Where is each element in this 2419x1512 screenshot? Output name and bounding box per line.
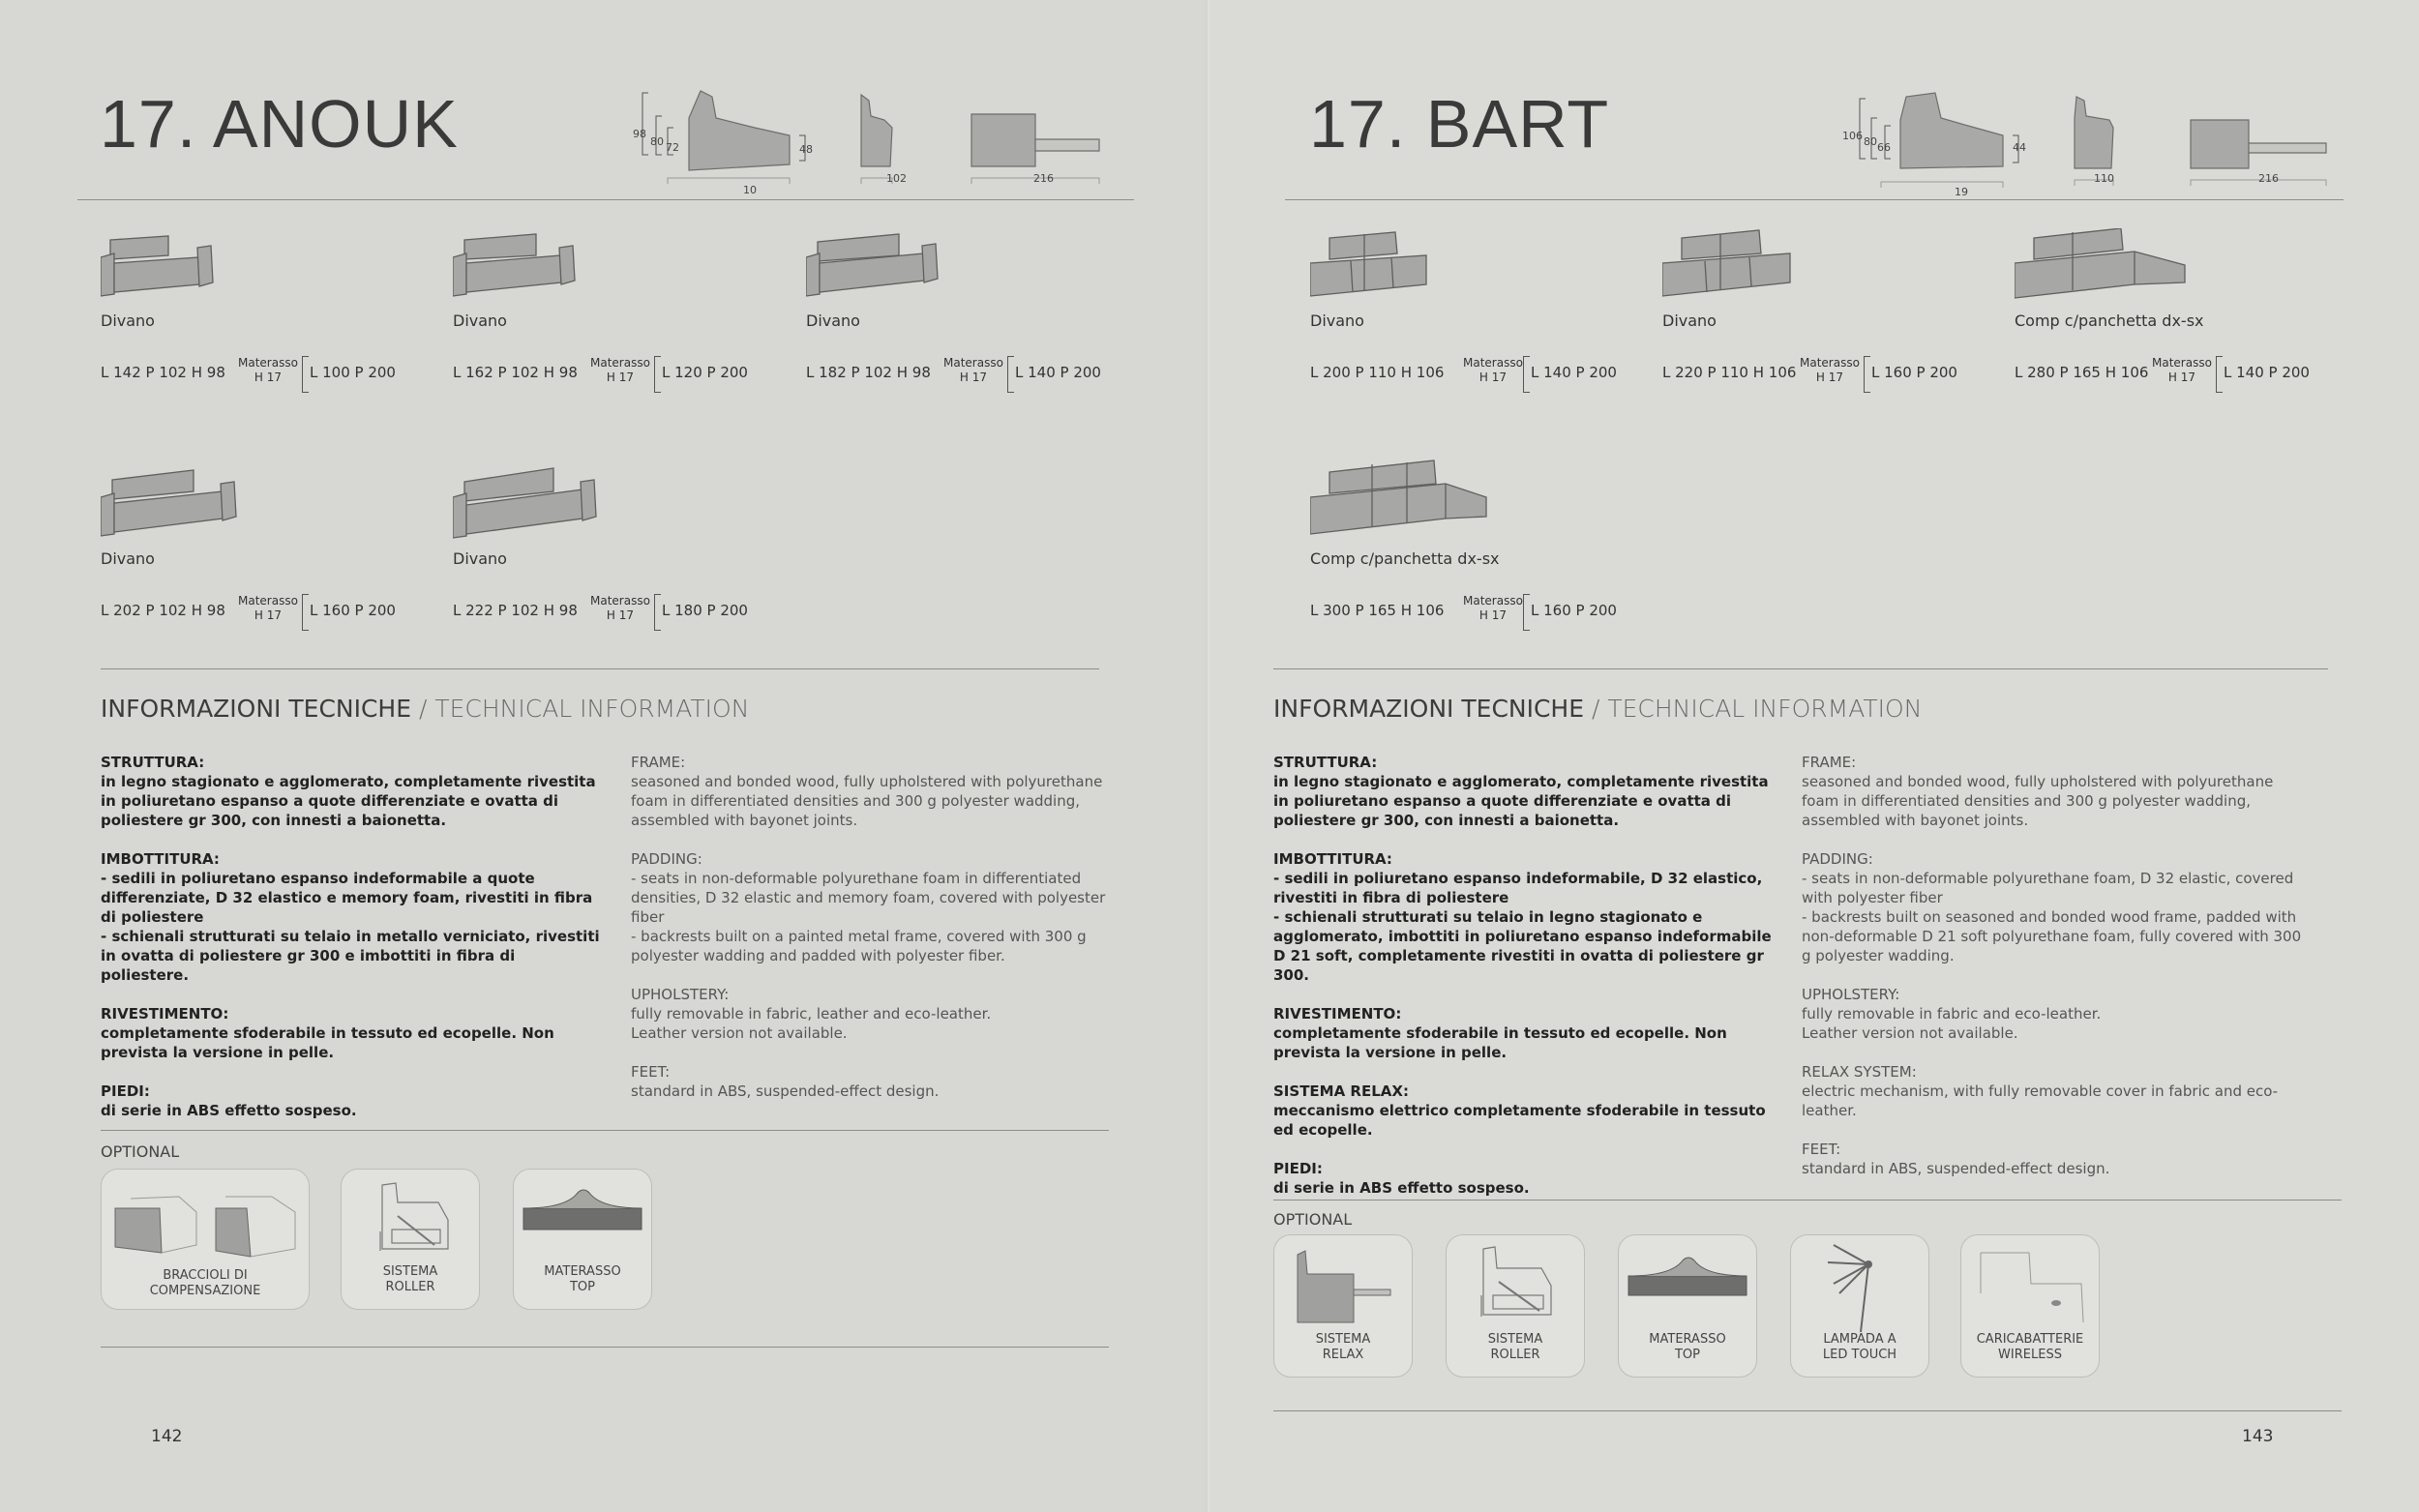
model-dims: L 222 P 102 H 98 [453,602,578,619]
roller-system-icon [1447,1235,1584,1332]
model-label: Comp c/panchetta dx-sx [2015,311,2204,330]
optional-tile [341,1169,480,1310]
dim-depth: 102 [886,172,907,185]
dim-base: 19 [1955,186,1968,198]
mattress-dims: L 140 P 200 [1531,364,1617,381]
tech-block: FEET: standard in ABS, suspended-effect design. [1802,1141,2110,1177]
mattress-bracket [302,594,309,631]
optional-tile [1790,1234,1929,1378]
mattress-top-icon [1619,1235,1756,1332]
tech-block: FEET: standard in ABS, suspended-effect design. [631,1063,940,1100]
model-dims: L 300 P 165 H 106 [1310,602,1445,619]
section-rule [1273,1200,2342,1201]
tech-block: PIEDI: di serie in ABS effetto sospeso. [101,1082,357,1119]
header-rule [1285,199,2344,200]
optional-caption: LAMPADA A LED TOUCH [1822,1332,1897,1362]
page-right [1210,0,2419,1512]
optional-tile [513,1169,652,1310]
mattress-bracket [654,594,661,631]
tech-block: FRAME: seasoned and bonded wood, fully upholstered with polyurethane foam in differentiated densities and 300 g polyester wadding, assembled with bayonet joints. [1802,754,2274,829]
dim-open-depth: 216 [1033,172,1054,185]
section-rule [1273,668,2328,669]
dim-height: 98 [633,128,646,140]
tech-block: UPHOLSTERY: fully removable in fabric and eco-leather. Leather version not available. [1802,986,2102,1042]
tech-block: RELAX SYSTEM: electric mechanism, with fully removable cover in fabric and eco-leather. [1802,1063,2279,1119]
sofa-icon [453,466,627,544]
dim-open-depth: 216 [2258,172,2279,185]
tech-info-italian [1273,753,1777,1217]
mattress-dims: L 120 P 200 [662,364,748,381]
mattress-label: Materasso H 17 [590,594,650,622]
section-rule [101,668,1099,669]
model-dims: L 200 P 110 H 106 [1310,364,1445,381]
roller-system-icon [342,1170,479,1266]
page-number: 142 [151,1427,183,1446]
mattress-bracket [1864,356,1870,393]
tech-info-italian [101,753,604,1140]
optional-tile [101,1169,310,1310]
model-card [1662,228,1991,422]
model-label: Comp c/panchetta dx-sx [1310,549,1500,568]
model-card [453,228,782,422]
header-rule [77,199,1134,200]
tech-block: SISTEMA RELAX: meccanismo elettrico completamente sfoderabile in tessuto ed ecopelle. [1273,1082,1766,1139]
dimension-drawings [1842,87,2384,198]
model-label: Divano [453,549,507,568]
model-card [453,466,782,660]
dimension-drawings [629,87,1113,198]
mattress-bracket [654,356,661,393]
tech-block: STRUTTURA: in legno stagionato e agglomerato, completamente rivestita in poliuretano espanso a quote differenziate e ovatta di poliestere gr 300, con innesti a baionetta. [101,754,596,829]
optional-label: OPTIONAL [1273,1210,1353,1229]
tech-block: PADDING: - seats in non-deformable polyurethane foam in differentiated densities, D 32 elastic and memory foam, covered with polyester fiber - backrests built on a painted metal frame, covered with 300 g polyester wadding and padded with polyester fiber. [631,850,1106,964]
dim-height: 106 [1842,130,1863,142]
mattress-dims: L 160 P 200 [1531,602,1617,619]
sectional-sofa-icon [2015,228,2198,306]
footer-rule [1273,1410,2342,1411]
mattress-label: Materasso H 17 [1800,356,1860,384]
relax-system-icon [1274,1235,1412,1332]
mattress-bracket [302,356,309,393]
optional-tile [1960,1234,2100,1378]
tech-block: IMBOTTITURA: - sedili in poliuretano espanso indeformabile a quote differenziate, D 32 elastico e memory foam, rivestiti in fibra di poliestere - schienali strutturati su telaio in metallo verniciato, rivestiti in ovatta di poliestere gr 300 e imbottiti in fibra di poliestere. [101,850,600,984]
sofa-icon [101,466,275,544]
model-dims: L 280 P 165 H 106 [2015,364,2149,381]
model-dims: L 162 P 102 H 98 [453,364,578,381]
model-dims: L 220 P 110 H 106 [1662,364,1797,381]
tech-info-english [1802,753,2305,1198]
dim-arm-height: 80 [650,135,664,148]
mattress-label: Materasso H 17 [1463,594,1523,622]
model-card [1310,228,1639,422]
model-dims: L 202 P 102 H 98 [101,602,225,619]
section-rule [101,1130,1109,1131]
model-label: Divano [101,311,155,330]
mattress-bracket [1523,356,1530,393]
mattress-bracket [1007,356,1014,393]
tech-block: STRUTTURA: in legno stagionato e agglomerato, completamente rivestita in poliuretano espanso a quote differenziate e ovatta di poliestere gr 300, con innesti a baionetta. [1273,754,1769,829]
dim-base: 10 [743,184,757,196]
optional-caption: MATERASSO TOP [1649,1332,1726,1362]
model-card [101,466,430,660]
optional-caption: BRACCIOLI DI COMPENSAZIONE [149,1268,261,1298]
led-lamp-icon [1791,1235,1928,1332]
model-dims: L 142 P 102 H 98 [101,364,225,381]
model-dims: L 182 P 102 H 98 [806,364,931,381]
sofa-icon [453,228,608,306]
dim-seat-height: 48 [799,143,813,156]
wireless-charger-icon [1961,1235,2099,1332]
mattress-bracket [2216,356,2223,393]
model-title-bart: 17. BART [1309,86,1610,162]
mattress-label: Materasso H 17 [1463,356,1523,384]
mattress-dims: L 100 P 200 [310,364,396,381]
tech-block: UPHOLSTERY: fully removable in fabric, leather and eco-leather. Leather version not available. [631,986,992,1042]
model-label: Divano [1310,311,1364,330]
model-card [2015,228,2344,422]
model-label: Divano [101,549,155,568]
page-number: 143 [2242,1427,2274,1446]
optional-caption: SISTEMA ROLLER [382,1264,438,1294]
tech-block: PIEDI: di serie in ABS effetto sospeso. [1273,1160,1530,1197]
sofa-icon [101,228,255,306]
model-label: Divano [1662,311,1717,330]
optional-caption: CARICABATTERIE WIRELESS [1976,1332,2084,1362]
optional-caption: SISTEMA RELAX [1315,1332,1371,1362]
model-card [101,228,430,422]
tech-block: RIVESTIMENTO: completamente sfoderabile in tessuto ed ecopelle. Non prevista la versione in pelle. [101,1005,554,1061]
tech-block: FRAME: seasoned and bonded wood, fully upholstered with polyurethane foam in differentiated densities and 300 g polyester wadding, assembled with bayonet joints. [631,754,1103,829]
mattress-dims: L 180 P 200 [662,602,748,619]
mattress-dims: L 140 P 200 [1015,364,1101,381]
tech-block: RIVESTIMENTO: completamente sfoderabile in tessuto ed ecopelle. Non prevista la versione in pelle. [1273,1005,1727,1061]
tech-info-english [631,753,1134,1120]
mattress-label: Materasso H 17 [238,594,298,622]
mattress-dims: L 140 P 200 [2224,364,2310,381]
model-title-anouk: 17. ANOUK [100,86,459,162]
model-label: Divano [806,311,860,330]
optional-label: OPTIONAL [101,1142,180,1161]
sectional-sofa-icon [1310,459,1504,546]
footer-rule [101,1347,1109,1348]
mattress-label: Materasso H 17 [2152,356,2212,384]
mattress-label: Materasso H 17 [943,356,1003,384]
dim-back-height: 72 [666,141,679,154]
mattress-bracket [1523,594,1530,631]
model-label: Divano [453,311,507,330]
dim-arm-height: 80 [1864,135,1877,148]
mattress-dims: L 160 P 200 [310,602,396,619]
mattress-dims: L 160 P 200 [1871,364,1957,381]
tech-info-title: INFORMAZIONI TECNICHE / TECHNICAL INFORMATION [1273,695,1923,723]
tech-block: PADDING: - seats in non-deformable polyurethane foam, D 32 elastic, covered with polyester fiber - backrests built on seasoned and bonded wood frame, padded with non-deformable D 21 soft polyurethane foam, fully covered with 300 g polyester wadding. [1802,850,2302,964]
sofa-icon [1310,228,1465,306]
optional-caption: SISTEMA ROLLER [1487,1332,1543,1362]
model-card [1310,459,1639,652]
mattress-label: Materasso H 17 [590,356,650,384]
optional-caption: MATERASSO TOP [544,1264,621,1294]
sofa-icon [1662,228,1817,306]
dim-back-height: 66 [1877,141,1891,154]
compensation-armrest-icon [102,1170,309,1276]
optional-tile [1273,1234,1413,1378]
optional-tile [1446,1234,1585,1378]
model-card [806,228,1135,422]
dim-depth: 110 [2094,172,2114,185]
tech-block: IMBOTTITURA: - sedili in poliuretano espanso indeformabile, D 32 elastico, rivestiti in fibra di poliestere - schienali strutturati su telaio in legno stagionato e agglomerato, imbottiti in poliuretano espanso indeformabile D 21 soft, completamente rivestiti in ovatta di poliestere gr 300. [1273,850,1772,984]
mattress-label: Materasso H 17 [238,356,298,384]
optional-tile [1618,1234,1757,1378]
tech-info-title: INFORMAZIONI TECNICHE / TECHNICAL INFORMATION [101,695,750,723]
mattress-top-icon [514,1170,651,1266]
dim-seat-height: 44 [2013,141,2026,154]
sofa-icon [806,228,961,306]
